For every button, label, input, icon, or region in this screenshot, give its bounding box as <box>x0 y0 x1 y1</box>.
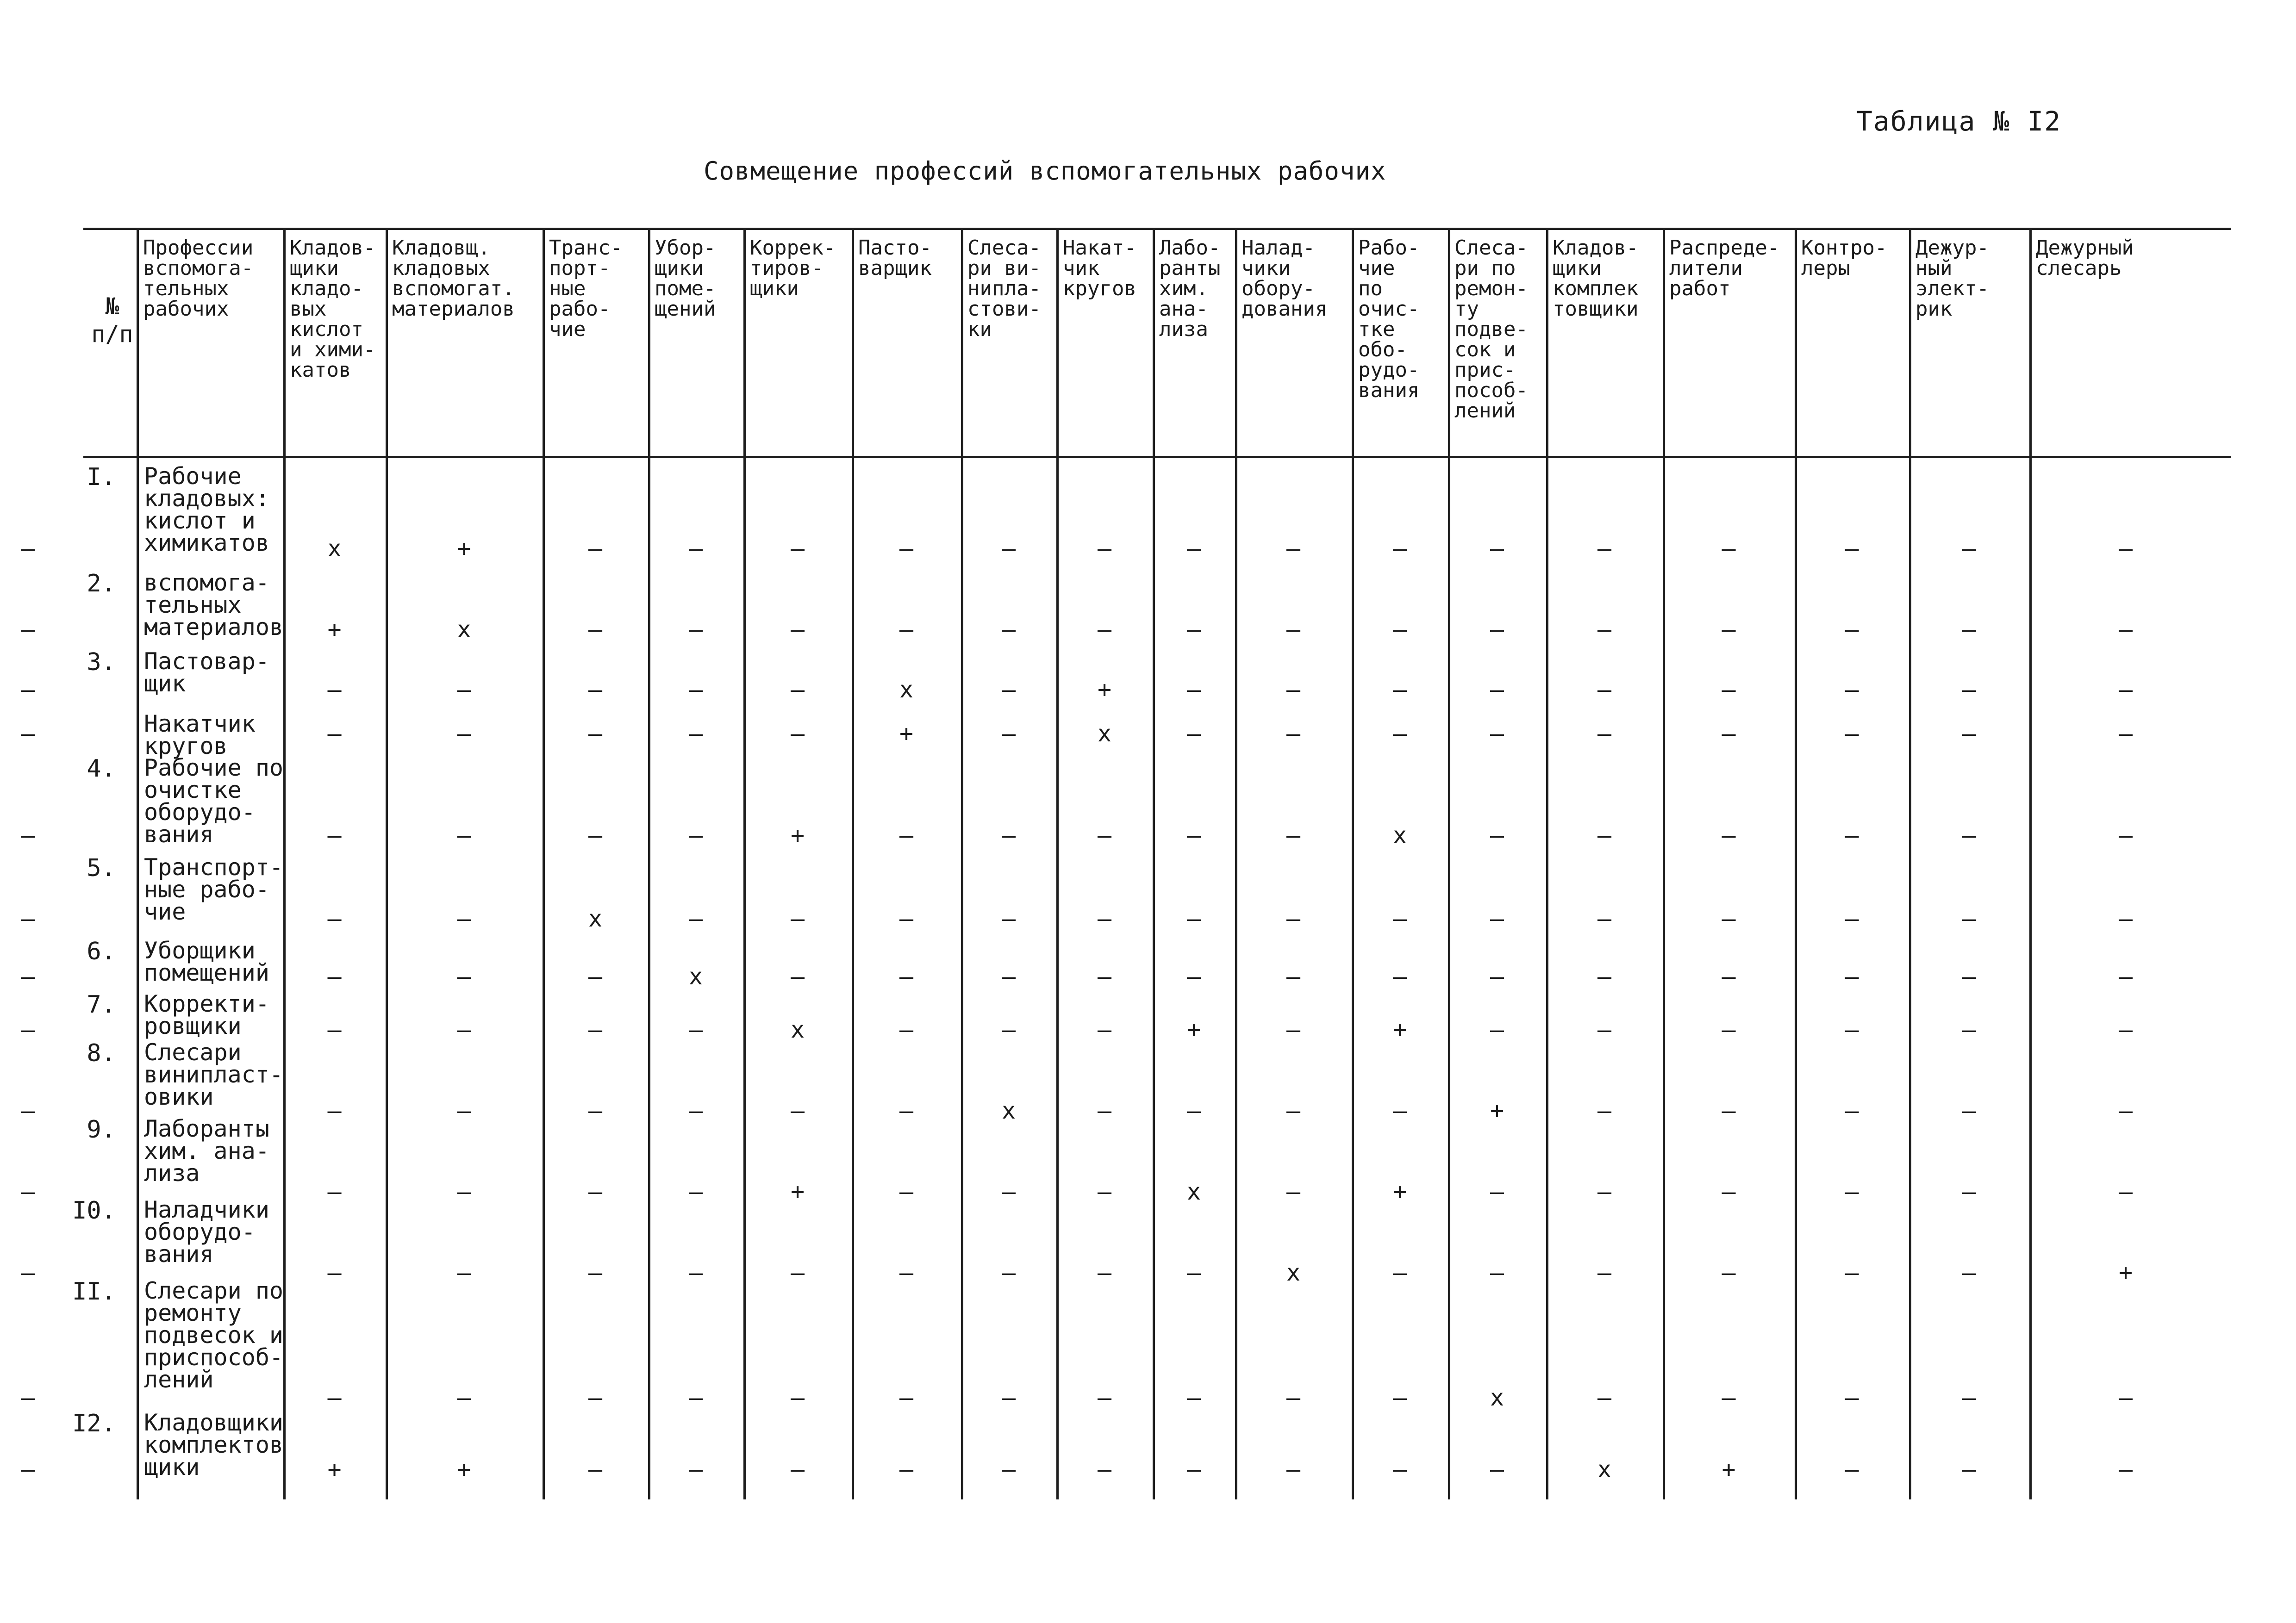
column-divider <box>1795 228 1797 1499</box>
combination-mark: – <box>327 822 342 849</box>
combination-mark: + <box>1722 1456 1736 1483</box>
combination-mark: – <box>1962 676 1977 703</box>
combination-mark: – <box>1845 822 1859 849</box>
combination-mark: – <box>1392 1259 1407 1286</box>
combination-mark: – <box>457 905 471 932</box>
row-profession: Транспорт- ные рабо- чие <box>144 854 284 925</box>
combination-mark: + <box>899 720 914 747</box>
combination-mark: + <box>790 1178 805 1205</box>
combination-mark: – <box>1490 676 1504 703</box>
combination-mark: – <box>688 1097 703 1124</box>
combination-mark: – <box>899 535 914 562</box>
combination-mark: – <box>688 1259 703 1286</box>
combination-mark: – <box>1490 1456 1504 1483</box>
combination-mark: – <box>20 676 35 703</box>
combination-mark: – <box>1001 535 1016 562</box>
column-divider <box>543 228 545 1499</box>
combination-mark: – <box>899 616 914 643</box>
combination-mark: x <box>588 905 603 932</box>
combination-mark: + <box>457 535 471 562</box>
column-divider <box>961 228 963 1499</box>
combination-mark: – <box>688 535 703 562</box>
row-number: II. <box>72 1278 116 1306</box>
combination-mark: + <box>790 822 805 849</box>
combination-mark: – <box>1845 616 1859 643</box>
combination-mark: x <box>1597 1456 1612 1483</box>
combination-mark: – <box>1392 676 1407 703</box>
combination-mark: – <box>1962 535 1977 562</box>
column-divider <box>1235 228 1237 1499</box>
row-profession: Уборщики помещений <box>144 937 269 986</box>
combination-mark: – <box>2118 1384 2133 1411</box>
combination-mark: – <box>588 1097 603 1124</box>
row-profession: Кладовщики комплектов щики <box>144 1409 284 1480</box>
combination-mark: – <box>327 1178 342 1205</box>
combination-mark: – <box>327 1097 342 1124</box>
combination-mark: x <box>1001 1097 1016 1124</box>
combination-mark: – <box>1286 720 1301 747</box>
combination-mark: – <box>588 1259 603 1286</box>
combination-mark: – <box>1597 822 1612 849</box>
combination-mark: – <box>1722 822 1736 849</box>
combination-mark: – <box>1392 1384 1407 1411</box>
row-number: I2. <box>72 1410 116 1437</box>
combination-mark: – <box>2118 1016 2133 1043</box>
combination-mark: – <box>1597 1097 1612 1124</box>
combination-mark: – <box>1097 1456 1112 1483</box>
combination-mark: – <box>1845 1259 1859 1286</box>
combination-mark: – <box>1490 720 1504 747</box>
row-profession: Слесари по ремонту подвесок и приспособ- лений <box>144 1277 284 1393</box>
combination-mark: – <box>790 905 805 932</box>
combination-mark: – <box>1392 535 1407 562</box>
combination-mark: x <box>457 616 471 643</box>
column-header: Рабо- чие по очис- тке обо- рудо- вания <box>1358 238 1420 402</box>
combination-mark: – <box>2118 535 2133 562</box>
combination-mark: – <box>1286 616 1301 643</box>
combination-mark: – <box>1845 1097 1859 1124</box>
column-divider <box>137 228 139 1499</box>
column-header: Налад- чики обору- дования <box>1242 238 1328 321</box>
combination-mark: – <box>688 720 703 747</box>
row-profession: Лаборанты хим. ана- лиза <box>144 1115 269 1187</box>
combination-mark: – <box>1490 905 1504 932</box>
combination-mark: – <box>457 1016 471 1043</box>
combination-mark: – <box>1962 616 1977 643</box>
column-divider <box>1352 228 1354 1499</box>
combination-mark: – <box>588 822 603 849</box>
combination-mark: – <box>1392 616 1407 643</box>
combination-mark: + <box>1186 1016 1201 1043</box>
combination-mark: – <box>1001 1384 1016 1411</box>
combination-mark: – <box>1097 616 1112 643</box>
combination-mark: – <box>1597 676 1612 703</box>
combination-mark: – <box>1845 1384 1859 1411</box>
combination-mark: – <box>457 963 471 990</box>
combination-mark: – <box>588 1456 603 1483</box>
combination-mark: – <box>588 1384 603 1411</box>
combination-mark: – <box>457 1384 471 1411</box>
combination-mark: – <box>1186 535 1201 562</box>
combination-mark: – <box>1490 822 1504 849</box>
combination-mark: x <box>790 1016 805 1043</box>
combination-mark: – <box>1186 822 1201 849</box>
combination-mark: x <box>327 535 342 562</box>
combination-mark: – <box>1001 905 1016 932</box>
combination-mark: – <box>1962 1097 1977 1124</box>
combination-mark: – <box>1962 720 1977 747</box>
table-number: Таблица № I2 <box>1856 106 2062 137</box>
row-number: 6. <box>87 938 116 965</box>
combination-mark: – <box>1186 676 1201 703</box>
combination-mark: – <box>1490 1259 1504 1286</box>
combination-mark: – <box>1186 616 1201 643</box>
combination-mark: – <box>20 1016 35 1043</box>
combination-mark: – <box>327 1384 342 1411</box>
combination-mark: + <box>1490 1097 1504 1124</box>
combination-mark: – <box>1845 1178 1859 1205</box>
combination-mark: – <box>457 676 471 703</box>
combination-mark: – <box>1286 676 1301 703</box>
combination-mark: – <box>790 720 805 747</box>
combination-mark: – <box>20 1384 35 1411</box>
column-divider <box>1546 228 1548 1499</box>
combination-mark: – <box>1962 1259 1977 1286</box>
combination-mark: – <box>1962 1178 1977 1205</box>
row-profession: Слесари винипласт- овики <box>144 1039 284 1110</box>
column-divider <box>386 228 388 1499</box>
combination-mark: – <box>1722 535 1736 562</box>
row-profession: Пастовар- щик <box>144 648 269 697</box>
combination-mark: – <box>588 535 603 562</box>
combination-mark: – <box>1001 1016 1016 1043</box>
combination-mark: – <box>1286 963 1301 990</box>
combination-mark: + <box>327 616 342 643</box>
row-profession: Наладчики оборудо- вания <box>144 1196 269 1268</box>
combination-mark: – <box>790 1097 805 1124</box>
column-divider <box>283 228 286 1499</box>
combination-mark: – <box>1722 616 1736 643</box>
combination-mark: – <box>1845 1016 1859 1043</box>
column-header: Лабо- ранты хим. ана- лиза <box>1159 238 1221 341</box>
column-divider <box>648 228 650 1499</box>
combination-mark: – <box>1392 1097 1407 1124</box>
combination-mark: – <box>1186 1097 1201 1124</box>
combination-mark: x <box>899 676 914 703</box>
combination-mark: – <box>20 1097 35 1124</box>
combination-mark: – <box>1845 720 1859 747</box>
combination-mark: – <box>1097 1016 1112 1043</box>
combination-mark: – <box>1001 1178 1016 1205</box>
combination-mark: x <box>688 963 703 990</box>
combination-mark: – <box>2118 905 2133 932</box>
combination-mark: – <box>20 1178 35 1205</box>
combination-mark: – <box>1845 1456 1859 1483</box>
combination-mark: – <box>1097 1259 1112 1286</box>
combination-mark: – <box>1001 963 1016 990</box>
combination-mark: – <box>688 1016 703 1043</box>
combination-mark: – <box>899 1097 914 1124</box>
combination-mark: – <box>1001 616 1016 643</box>
combination-mark: – <box>1597 905 1612 932</box>
combination-mark: – <box>790 1384 805 1411</box>
combination-mark: – <box>20 535 35 562</box>
column-header: Кладов- щики комплек товщики <box>1553 238 1639 321</box>
combination-mark: – <box>688 1178 703 1205</box>
combination-mark: – <box>1490 1178 1504 1205</box>
column-header: Профессии вспомога- тельных рабочих <box>143 238 254 321</box>
combination-mark: – <box>20 1456 35 1483</box>
combination-mark: – <box>1597 1384 1612 1411</box>
combination-mark: – <box>1722 1259 1736 1286</box>
combination-mark: – <box>688 616 703 643</box>
combination-mark: – <box>688 1456 703 1483</box>
combination-mark: – <box>1490 1016 1504 1043</box>
row-profession: Накатчик кругов <box>144 710 256 759</box>
combination-mark: – <box>1392 905 1407 932</box>
combination-mark: – <box>327 963 342 990</box>
column-divider <box>2029 228 2032 1499</box>
row-profession: Корректи- ровщики <box>144 990 269 1039</box>
combination-mark: + <box>327 1456 342 1483</box>
combination-mark: – <box>327 905 342 932</box>
combination-mark: – <box>327 1259 342 1286</box>
combination-mark: – <box>1597 1178 1612 1205</box>
combination-mark: – <box>1962 905 1977 932</box>
combination-mark: – <box>688 905 703 932</box>
combination-mark: – <box>1962 1384 1977 1411</box>
row-number: 5. <box>87 854 116 882</box>
combination-mark: – <box>1001 822 1016 849</box>
combination-mark: – <box>1286 1178 1301 1205</box>
column-header: Убор- щики поме- щений <box>655 238 716 321</box>
combination-mark: – <box>1962 1456 1977 1483</box>
combination-mark: – <box>1097 1178 1112 1205</box>
combination-mark: – <box>457 1259 471 1286</box>
combination-mark: – <box>899 822 914 849</box>
combination-mark: – <box>588 616 603 643</box>
combination-mark: – <box>1722 905 1736 932</box>
combination-mark: – <box>1186 905 1201 932</box>
column-divider <box>1663 228 1665 1499</box>
combination-mark: – <box>899 963 914 990</box>
combination-mark: + <box>1392 1016 1407 1043</box>
combination-mark: – <box>1097 1097 1112 1124</box>
row-number: 9. <box>87 1116 116 1144</box>
combination-mark: – <box>1186 1259 1201 1286</box>
combination-mark: – <box>1286 822 1301 849</box>
combination-mark: – <box>2118 720 2133 747</box>
combination-mark: x <box>1286 1259 1301 1286</box>
combination-mark: – <box>790 1456 805 1483</box>
column-header: Кладовщ. кладовых вспомогат. материалов <box>392 238 515 321</box>
combination-mark: – <box>1722 1178 1736 1205</box>
combination-mark: x <box>1186 1178 1201 1205</box>
row-number: 8. <box>87 1039 116 1067</box>
combination-mark: – <box>1845 963 1859 990</box>
combination-mark: – <box>1722 963 1736 990</box>
combination-mark: – <box>588 676 603 703</box>
combination-mark: – <box>1722 1384 1736 1411</box>
combination-mark: – <box>2118 1178 2133 1205</box>
column-divider <box>1056 228 1059 1499</box>
combination-mark: – <box>1001 1259 1016 1286</box>
combination-mark: + <box>1392 1178 1407 1205</box>
combination-mark: + <box>457 1456 471 1483</box>
column-header: Слеса- ри ви- нипла- стови- ки <box>967 238 1041 341</box>
combination-mark: – <box>1722 1097 1736 1124</box>
combination-mark: – <box>1392 1456 1407 1483</box>
column-header: Контро- леры <box>1801 238 1887 280</box>
combination-mark: – <box>1286 905 1301 932</box>
column-header: Пасто- варщик <box>858 238 932 280</box>
document-title: Совмещение профессий вспомогательных рабочих <box>704 156 1386 186</box>
row-number: 2. <box>87 570 116 597</box>
combination-mark: – <box>1097 535 1112 562</box>
combination-mark: – <box>1490 963 1504 990</box>
combination-mark: x <box>1490 1384 1504 1411</box>
combination-mark: – <box>1597 1016 1612 1043</box>
column-divider <box>1909 228 1911 1499</box>
combination-mark: – <box>899 1456 914 1483</box>
combination-mark: – <box>20 822 35 849</box>
combination-mark: – <box>1001 1456 1016 1483</box>
combination-mark: – <box>1392 963 1407 990</box>
column-header: Дежурный слесарь <box>2036 238 2134 280</box>
combination-mark: – <box>1722 720 1736 747</box>
combination-mark: – <box>457 720 471 747</box>
combination-mark: – <box>457 1178 471 1205</box>
column-divider <box>743 228 746 1499</box>
combination-mark: – <box>688 1384 703 1411</box>
combination-mark: x <box>1097 720 1112 747</box>
combination-mark: – <box>899 1259 914 1286</box>
combination-mark: – <box>1597 535 1612 562</box>
column-header: Слеса- ри по ремон- ту подве- сок и прис- пособ- лений <box>1454 238 1528 423</box>
column-header: № п/п <box>91 293 133 348</box>
combination-mark: – <box>688 822 703 849</box>
combination-mark: – <box>1962 963 1977 990</box>
combination-mark: – <box>1286 1456 1301 1483</box>
combination-mark: – <box>20 905 35 932</box>
combination-mark: – <box>899 1016 914 1043</box>
combination-mark: – <box>1490 535 1504 562</box>
combination-mark: – <box>790 676 805 703</box>
combination-mark: – <box>327 1016 342 1043</box>
combination-mark: – <box>1186 963 1201 990</box>
combination-mark: – <box>1597 720 1612 747</box>
combination-mark: – <box>899 905 914 932</box>
combination-mark: – <box>327 676 342 703</box>
combination-mark: – <box>1286 1097 1301 1124</box>
combination-mark: – <box>899 1178 914 1205</box>
combination-mark: – <box>899 1384 914 1411</box>
combination-mark: – <box>1186 1456 1201 1483</box>
combination-mark: – <box>1097 822 1112 849</box>
combination-mark: – <box>1286 1384 1301 1411</box>
combination-mark: x <box>1392 822 1407 849</box>
combination-mark: – <box>1597 963 1612 990</box>
column-divider <box>1448 228 1450 1499</box>
combination-mark: – <box>1001 676 1016 703</box>
combination-mark: – <box>1845 676 1859 703</box>
row-number: I0. <box>72 1197 116 1225</box>
combination-mark: – <box>1097 1384 1112 1411</box>
combination-mark: – <box>327 720 342 747</box>
combination-mark: – <box>20 616 35 643</box>
combination-mark: – <box>1597 1259 1612 1286</box>
column-divider <box>1153 228 1155 1499</box>
combination-mark: – <box>1845 905 1859 932</box>
row-number: 7. <box>87 991 116 1019</box>
combination-mark: – <box>1286 535 1301 562</box>
combination-mark: – <box>1392 720 1407 747</box>
combination-mark: – <box>20 963 35 990</box>
combination-mark: – <box>2118 822 2133 849</box>
row-profession: вспомога- тельных материалов <box>144 569 284 640</box>
column-header: Коррек- тиров- щики <box>750 238 836 300</box>
column-header: Накат- чик кругов <box>1063 238 1136 300</box>
combination-mark: – <box>588 720 603 747</box>
combination-mark: – <box>1845 535 1859 562</box>
column-header: Транс- порт- ные рабо- чие <box>549 238 623 341</box>
combination-mark: – <box>2118 676 2133 703</box>
combination-mark: – <box>790 616 805 643</box>
combination-mark: – <box>588 1016 603 1043</box>
combination-mark: – <box>457 822 471 849</box>
combination-mark: – <box>2118 1456 2133 1483</box>
row-profession: Рабочие по очистке оборудо- вания <box>144 754 284 848</box>
column-header: Распреде- лители работ <box>1669 238 1780 300</box>
row-number: 3. <box>87 648 116 676</box>
combination-mark: – <box>2118 616 2133 643</box>
combination-mark: – <box>2118 1097 2133 1124</box>
combination-mark: – <box>457 1097 471 1124</box>
combination-mark: – <box>1962 822 1977 849</box>
combination-mark: – <box>1186 720 1201 747</box>
combination-mark: + <box>1097 676 1112 703</box>
combination-mark: – <box>1001 720 1016 747</box>
column-header: Кладов- щики кладо- вых кислот и хими- катов <box>290 238 376 382</box>
combination-mark: – <box>1962 1016 1977 1043</box>
combination-mark: – <box>688 676 703 703</box>
combination-mark: – <box>20 1259 35 1286</box>
combination-mark: – <box>790 1259 805 1286</box>
combination-mark: – <box>2118 963 2133 990</box>
combination-mark: – <box>1722 1016 1736 1043</box>
combination-mark: – <box>20 720 35 747</box>
combination-mark: – <box>790 535 805 562</box>
combination-mark: – <box>1286 1016 1301 1043</box>
combination-mark: – <box>1490 616 1504 643</box>
combination-mark: – <box>790 963 805 990</box>
row-number: I. <box>87 463 116 491</box>
combination-mark: – <box>1597 616 1612 643</box>
combination-mark: – <box>1186 1384 1201 1411</box>
combination-mark: – <box>588 963 603 990</box>
row-profession: Рабочие кладовых: кислот и химикатов <box>144 463 269 556</box>
combination-mark: – <box>1722 676 1736 703</box>
combination-mark: – <box>1097 905 1112 932</box>
combination-mark: – <box>1097 963 1112 990</box>
combination-mark: – <box>588 1178 603 1205</box>
column-divider <box>852 228 854 1499</box>
column-header: Дежур- ный элект- рик <box>1915 238 1989 321</box>
combination-mark: + <box>2118 1259 2133 1286</box>
row-number: 4. <box>87 755 116 783</box>
